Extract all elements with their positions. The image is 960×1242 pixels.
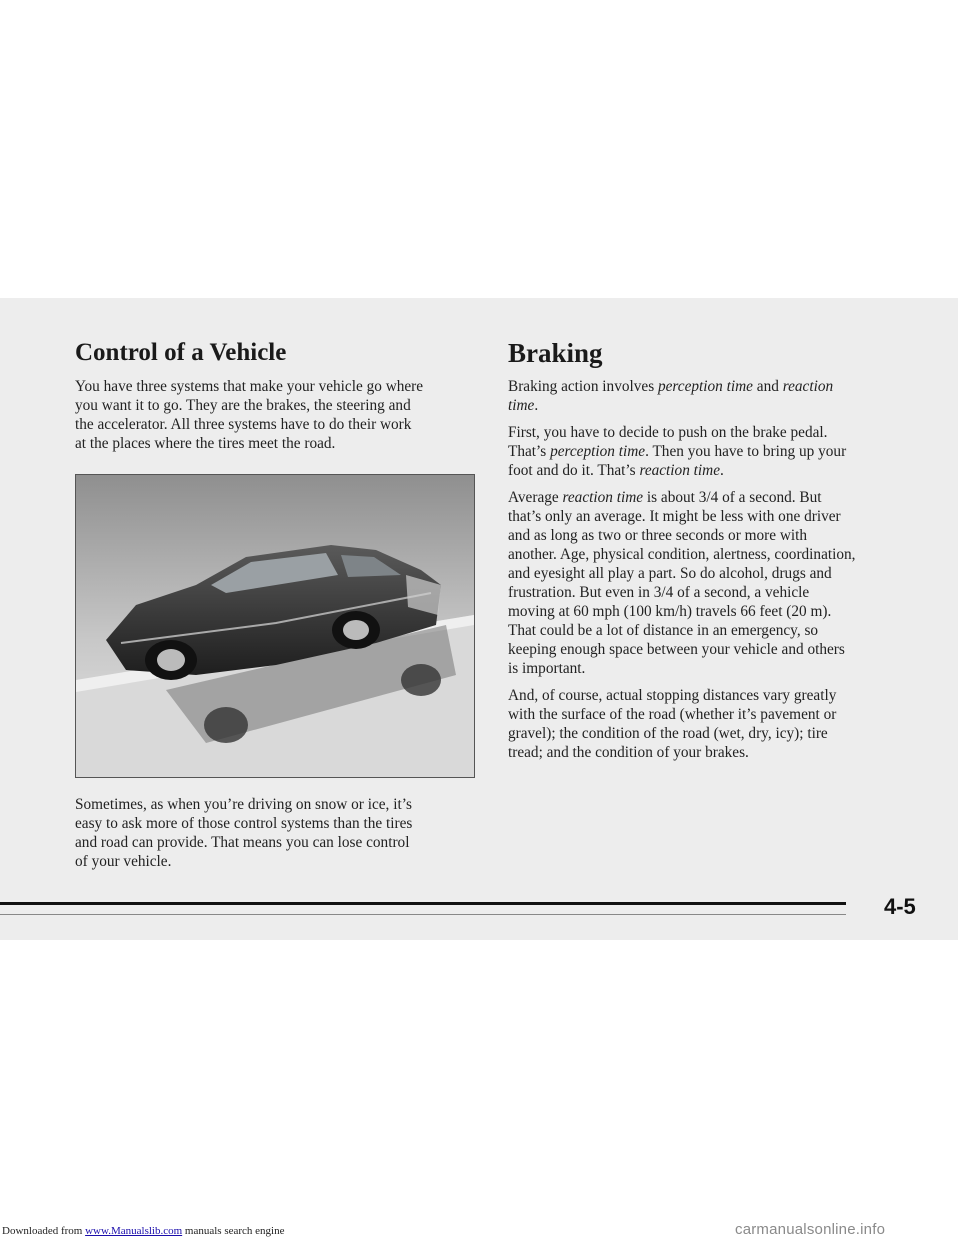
left-column: [75, 340, 480, 453]
braking-paragraph-1: Braking action involves perception time and reaction time.: [508, 378, 834, 414]
page-number: 4-5: [884, 894, 916, 919]
section-heading-control: Control of a Vehicle: [75, 339, 287, 366]
section-heading-braking: Braking: [508, 338, 603, 368]
braking-paragraph-3: Average reaction time is about 3/4 of a second. But that’s only an average. It might be less with one driver and as long as two or three seconds or more with another. Age, physical condition, alertness, coordination, and eyesight all play a part. So do alcohol, drugs and frustration. But even in 3/4 of a second, a vehicle moving at 60 mph (100 km/h) travels 66 feet (20 m). That could be a lot of distance in an emergency, so keeping enough space between your vehicle and others is important.: [508, 489, 856, 677]
manualslib-link[interactable]: www.Manualslib.com: [85, 1225, 183, 1237]
footer-rule-thin: [0, 914, 846, 915]
footer-rule-thick: [0, 902, 846, 905]
car-photo: [75, 474, 475, 778]
download-banner: Downloaded from www.Manualslib.com manuals search engine: [2, 1225, 285, 1237]
car-on-road-photo-icon: [76, 475, 474, 777]
braking-paragraph-4: And, of course, actual stopping distances vary greatly with the surface of the road (whether it’s pavement or gravel); the condition of the road (wet, dry, icy); tire tread; and the condition of your brakes.: [508, 687, 837, 761]
watermark: carmanualsonline.info: [735, 1221, 886, 1238]
right-column: [508, 340, 928, 762]
intro-paragraph: You have three systems that make your vehicle go where you want it to go. They are the brakes, the steering and the accelerator. All three systems have to do their work at the places where the tires meet the road.: [75, 378, 424, 452]
closing-paragraph: Sometimes, as when you’re driving on snow or ice, it’s easy to ask more of those control systems than the tires and road can provide. That means you can lose control of your vehicle.: [75, 796, 413, 870]
braking-paragraph-2: First, you have to decide to push on the brake pedal. That’s perception time. Then you have to bring up your foot and do it. That’s reaction time.: [508, 424, 847, 479]
